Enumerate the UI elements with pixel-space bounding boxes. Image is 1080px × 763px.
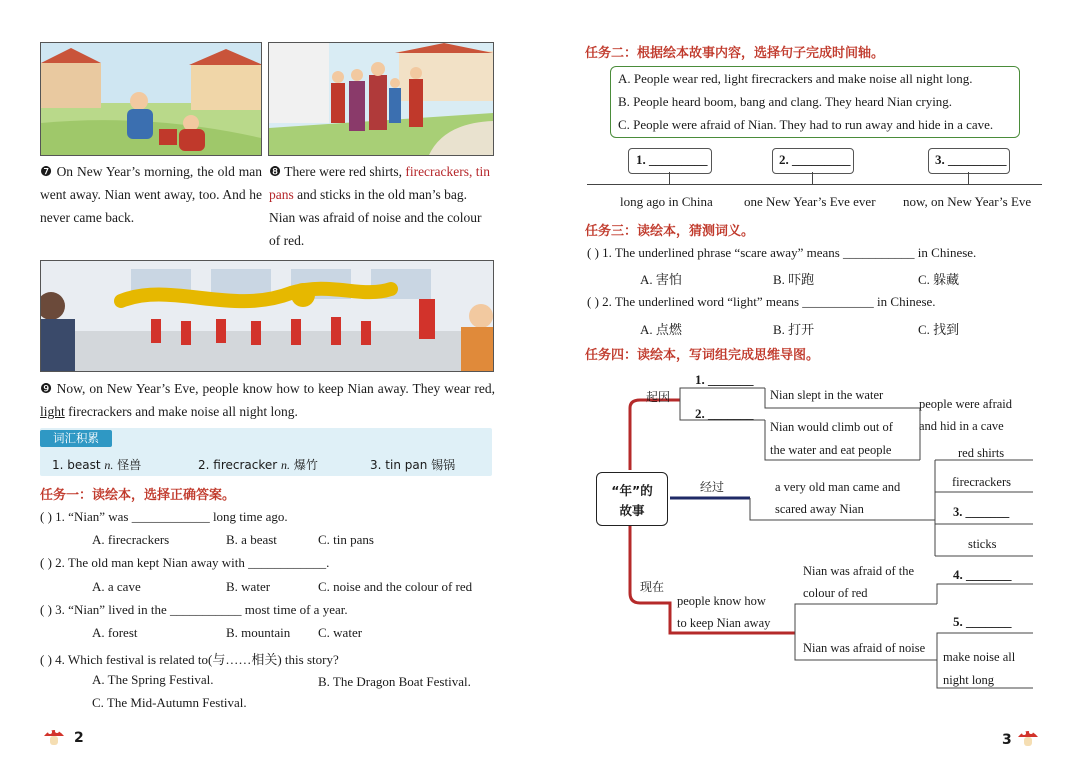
- cause-text: the water and eat people: [770, 443, 892, 457]
- task1-question-2: ( ) 2. The old man kept Nian away with ____________.: [40, 555, 330, 570]
- story-paragraph-9: [40, 377, 495, 423]
- scene-9-image: [41, 261, 493, 371]
- task2-title: 任务二：根据绘本故事内容，选择句子完成时间轴。: [585, 46, 885, 61]
- option[interactable]: C. 找到: [918, 322, 960, 337]
- blank-2[interactable]: 2. _______: [695, 406, 754, 421]
- option[interactable]: C. tin pans: [318, 532, 374, 547]
- mushroom-icon: [42, 724, 66, 748]
- afraid-red-text: Nian was afraid of the: [803, 564, 915, 578]
- vocab-word-firecrackers: firecrackers,: [405, 164, 473, 179]
- blank-3[interactable]: 3. _______: [953, 505, 1010, 519]
- mushroom-icon: [1016, 725, 1040, 749]
- noise-text: make noise all: [943, 650, 1016, 664]
- option[interactable]: A. firecrackers: [92, 532, 170, 547]
- task3-question-1: ( ) 1. The underlined phrase “scare away” means ___________ in Chinese.: [587, 245, 977, 260]
- vocab-item: 2. firecracker n. 爆竹: [198, 458, 318, 472]
- timeline-label: now, on New Year’s Eve: [903, 194, 1032, 209]
- illustration-red-shirts-bag: [268, 42, 494, 156]
- mind-map-center: “年”的 故事: [596, 472, 668, 526]
- now-text: people know how: [677, 594, 766, 608]
- sentence-option: A. People wear red, light firecrackers and make noise all night long.: [618, 71, 973, 86]
- blank-4[interactable]: 4. _______: [953, 567, 1012, 582]
- noise-text: night long: [943, 673, 995, 687]
- story-paragraph-7: [40, 160, 262, 229]
- timeline-label: long ago in China: [620, 194, 713, 209]
- paragraph-number: ❽: [269, 164, 282, 179]
- option[interactable]: A. 点燃: [640, 322, 682, 337]
- scene-8-image: [269, 43, 493, 155]
- blank-1[interactable]: 1. _______: [695, 372, 754, 387]
- vocab-item: 1. beast n. 怪兽: [52, 458, 142, 472]
- paragraph-text: On New Year’s morning, the old man went away. Nian went away, too. And he never came back.: [40, 164, 263, 225]
- answer-bracket[interactable]: ( ): [40, 509, 52, 524]
- illustration-old-man-leaving: [40, 42, 262, 156]
- task1-title: 任务一：读绘本，选择正确答案。: [40, 488, 236, 503]
- option[interactable]: C. noise and the colour of red: [318, 579, 473, 594]
- bag-item: sticks: [968, 537, 997, 551]
- paragraph-text: and sticks in the old man’s bag. Nian was afraid of noise and the colour of red.: [269, 187, 482, 248]
- paragraph-text: Now, on New Year’s Eve, people know how to keep Nian away. They wear red,: [56, 381, 495, 396]
- cause-text: Nian slept in the water: [770, 388, 884, 402]
- answer-bracket[interactable]: ( ): [40, 555, 52, 570]
- story-paragraph-8: [269, 160, 495, 252]
- option[interactable]: B. 吓跑: [773, 272, 815, 287]
- task3-title: 任务三：读绘本，猜测词义。: [585, 224, 755, 239]
- branch-label-now: 现在: [640, 580, 665, 594]
- process-text: a very old man came and: [775, 480, 901, 494]
- option[interactable]: B. 打开: [773, 322, 815, 337]
- process-text: scared away Nian: [775, 502, 864, 516]
- page-number: 3: [1002, 732, 1012, 748]
- answer-bracket[interactable]: ( ): [40, 652, 52, 667]
- paragraph-number: ❾: [40, 381, 53, 396]
- vocab-title: 词汇积累: [40, 430, 112, 447]
- cause-text: Nian would climb out of: [770, 420, 893, 434]
- illustration-dragon-dance: [40, 260, 494, 372]
- timeline-axis: [587, 184, 1042, 185]
- vocab-panel: [40, 428, 492, 476]
- vocab-item: 3. tin pan 锡锅: [370, 458, 456, 472]
- task1-question-1: ( ) 1. “Nian” was ____________ long time ago.: [40, 509, 288, 524]
- option[interactable]: C. 躲藏: [918, 272, 960, 287]
- bag-item: red shirts: [958, 446, 1005, 460]
- scene-7-image: [41, 43, 261, 155]
- option[interactable]: B. a beast: [226, 532, 277, 547]
- paragraph-text: There were red shirts,: [284, 164, 402, 179]
- sentence-option: C. People were afraid of Nian. They had to run away and hide in a cave.: [618, 117, 994, 132]
- option[interactable]: B. water: [226, 579, 271, 594]
- option[interactable]: C. The Mid-Autumn Festival.: [92, 695, 247, 710]
- option[interactable]: B. mountain: [226, 625, 291, 640]
- option[interactable]: B. The Dragon Boat Festival.: [318, 674, 471, 689]
- paragraph-number: ❼: [40, 164, 53, 179]
- now-text: to keep Nian away: [677, 616, 771, 630]
- option[interactable]: A. 害怕: [640, 272, 682, 287]
- afraid-noise-text: Nian was afraid of noise: [803, 641, 926, 655]
- page-number: 2: [74, 730, 84, 746]
- vocab-word-tin-pans: tin pans: [269, 164, 491, 202]
- task3-question-2: ( ) 2. The underlined word “light” means ___________ in Chinese.: [587, 294, 936, 309]
- option[interactable]: C. water: [318, 625, 363, 640]
- blank-5[interactable]: 5. _______: [953, 614, 1012, 629]
- afraid-red-text: colour of red: [803, 586, 868, 600]
- cause-result: and hid in a cave: [919, 419, 1004, 433]
- option[interactable]: A. a cave: [92, 579, 141, 594]
- branch-label-cause: 起因: [646, 390, 671, 404]
- task4-title: 任务四：读绘本，写词组完成思维导图。: [585, 348, 820, 363]
- timeline-label: one New Year’s Eve ever: [744, 194, 876, 209]
- sentence-option: B. People heard boom, bang and clang. They heard Nian crying.: [618, 94, 953, 109]
- underlined-word-light: light: [40, 404, 65, 419]
- answer-bracket[interactable]: ( ): [587, 294, 599, 309]
- bag-item: firecrackers: [952, 475, 1011, 489]
- cause-result: people were afraid: [919, 397, 1012, 411]
- answer-bracket[interactable]: ( ): [587, 245, 599, 260]
- answer-bracket[interactable]: ( ): [40, 602, 52, 617]
- task1-question-3: ( ) 3. “Nian” lived in the ___________ most time of a year.: [40, 602, 348, 617]
- paragraph-text: firecrackers and make noise all night long.: [68, 404, 298, 419]
- branch-label-process: 经过: [700, 480, 725, 494]
- option[interactable]: A. The Spring Festival.: [92, 672, 214, 687]
- task1-question-4: ( ) 4. Which festival is related to(与……相关) this story?: [40, 652, 339, 667]
- option[interactable]: A. forest: [92, 625, 138, 640]
